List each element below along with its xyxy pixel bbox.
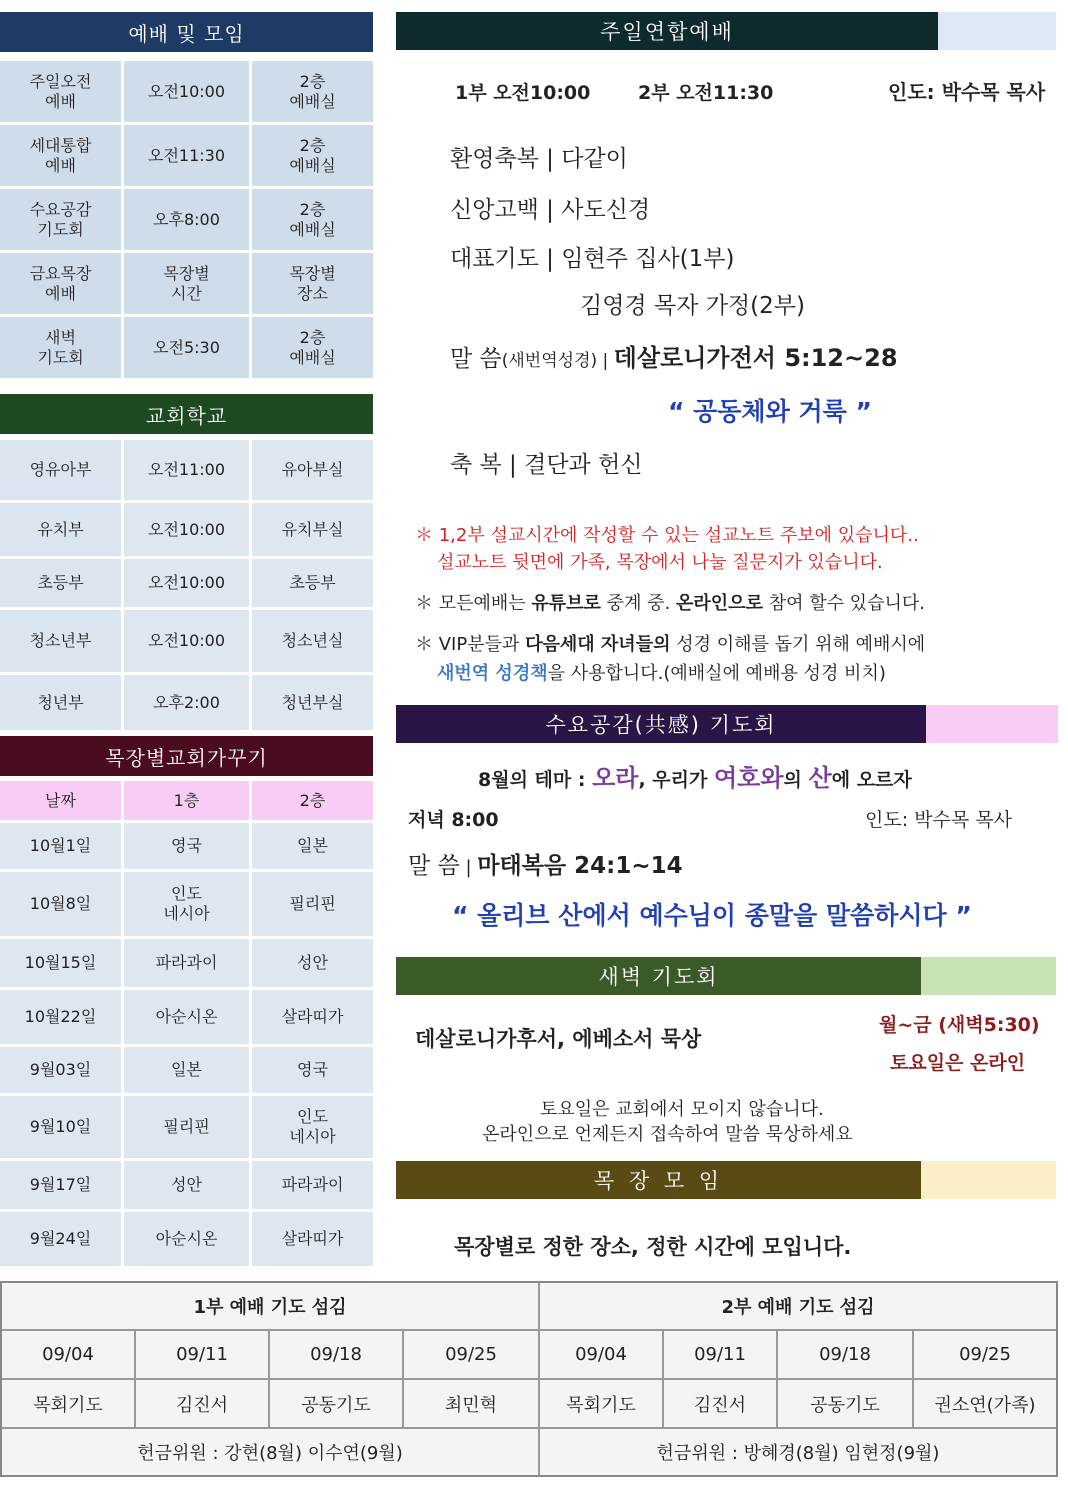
school-cell: 오전10:00: [124, 610, 249, 672]
worship-cell: 수요공감 기도회: [0, 189, 121, 250]
mokjang-care-header: 목장별교회가꾸기: [0, 736, 373, 776]
mokjang-cell: 9월10일: [0, 1096, 121, 1158]
service2-date: 09/18: [778, 1331, 914, 1380]
service2-header: 2부 예배 기도 섬김: [540, 1283, 1056, 1331]
mokjang-cell: 파라과이: [124, 939, 249, 987]
worship-cell: 오후8:00: [124, 189, 249, 250]
worship-cell: 세대통합 예배: [0, 125, 121, 186]
worship-cell: 2층 예배실: [252, 61, 373, 122]
wednesday-header-tail: [926, 705, 1058, 743]
school-cell: 오후2:00: [124, 675, 249, 730]
dawn-saturday: 토요일은 온라인: [890, 1052, 1026, 1074]
note-vip: ＊ VIP분들과 다음세대 자녀들의 성경 이해를 돕기 위해 예배시에: [415, 634, 926, 655]
offering-committee-1: 헌금위원 : 강현(8월) 이수연(9월): [2, 1429, 540, 1475]
mokjang-cell: 9월17일: [0, 1161, 121, 1209]
mokjang-cell: 10월8일: [0, 872, 121, 936]
wednesday-time: 저녁 8:00: [408, 809, 499, 831]
service1-name: 김진서: [136, 1380, 270, 1429]
service2-date: 09/04: [540, 1331, 664, 1380]
school-cell: 오전11:00: [124, 440, 249, 500]
mokjang-cell: 10월22일: [0, 990, 121, 1044]
worship-cell: 2층 예배실: [252, 125, 373, 186]
prayer-service-table: [0, 1281, 1058, 1477]
prayer-line: 대표기도 | 임현주 집사(1부): [450, 246, 735, 272]
dawn-text: 데살로니가후서, 에베소서 묵상: [415, 1027, 702, 1051]
mokjang-header: 목 장 모 임: [396, 1161, 921, 1199]
creed-line: 신앙고백 | 사도신경: [450, 197, 651, 223]
mokjang-cell: 아순시온: [124, 990, 249, 1044]
school-cell: 영유아부: [0, 440, 121, 500]
school-cell: 청년부: [0, 675, 121, 730]
school-cell: 유치부실: [252, 503, 373, 556]
mokjang-text: 목장별로 정한 장소, 정한 시간에 모입니다.: [454, 1235, 852, 1259]
mokjang-cell: 일본: [252, 823, 373, 869]
wednesday-theme: 8월의 테마 : 오라, 우리가 여호와의 산에 오르자: [478, 764, 912, 792]
mokjang-col-header: 1층: [124, 781, 249, 820]
mokjang-cell: 9월24일: [0, 1212, 121, 1266]
mokjang-cell: 필리핀: [124, 1096, 249, 1158]
worship-cell: 오전5:30: [124, 317, 249, 378]
school-cell: 초등부: [0, 559, 121, 607]
mokjang-cell: 성안: [252, 939, 373, 987]
dawn-header-bar: [396, 957, 1056, 995]
word-version: (새번역성경) |: [501, 351, 614, 371]
mokjang-cell: 영국: [252, 1047, 373, 1093]
mokjang-cell: 성안: [124, 1161, 249, 1209]
mokjang-cell: 일본: [124, 1047, 249, 1093]
service1-name: 공동기도: [270, 1380, 404, 1429]
school-header: 교회학교: [0, 394, 373, 434]
welcome-line: 환영축복 | 다같이: [450, 146, 628, 172]
service1-header: 1부 예배 기도 섬김: [2, 1283, 540, 1331]
wednesday-title: “ 올리브 산에서 예수님이 종말을 말씀하시다 ”: [452, 901, 972, 930]
worship-cell: 오전10:00: [124, 61, 249, 122]
service2-date: 09/11: [664, 1331, 778, 1380]
offering-committee-2: 헌금위원 : 방혜경(8월) 임현정(9월): [540, 1429, 1056, 1475]
service2-name: 권소연(가족): [914, 1380, 1056, 1429]
prayer-line-2: 김영경 목자 가정(2부): [580, 293, 805, 319]
service1-name: 목회기도: [2, 1380, 136, 1429]
worship-cell: 금요목장 예배: [0, 253, 121, 314]
dawn-note2: 온라인으로 언제든지 접속하여 말씀 묵상하세요: [482, 1124, 853, 1145]
service1-name: 최민혁: [404, 1380, 540, 1429]
dawn-header-tail: [921, 957, 1056, 995]
school-cell: 오전10:00: [124, 559, 249, 607]
service2-name: 목회기도: [540, 1380, 664, 1429]
mokjang-cell: 살라띠가: [252, 990, 373, 1044]
mokjang-cell: 10월1일: [0, 823, 121, 869]
dawn-time: 월~금 (새벽5:30): [879, 1014, 1040, 1036]
school-cell: 청소년부: [0, 610, 121, 672]
mokjang-col-header: 날짜: [0, 781, 121, 820]
mokjang-cell: 인도 네시아: [252, 1096, 373, 1158]
mokjang-header-tail: [921, 1161, 1056, 1199]
wednesday-header: 수요공감(共感) 기도회: [396, 705, 926, 743]
worship-cell: 2층 예배실: [252, 317, 373, 378]
dawn-header: 새벽 기도회: [396, 957, 921, 995]
service1-date: 09/25: [404, 1331, 540, 1380]
service2-name: 공동기도: [778, 1380, 914, 1429]
mokjang-cell: 10월15일: [0, 939, 121, 987]
word-line: [450, 338, 898, 373]
mokjang-cell: 인도 네시아: [124, 872, 249, 936]
sunday-leader: 인도: 박수목 목사: [888, 80, 1046, 104]
note-bible: 새번역 성경책을 사용합니다.(예배실에 예배용 성경 비치): [437, 663, 886, 684]
word-label: 말 씀: [450, 346, 502, 372]
sermon-title: “ 공동체와 거룩 ”: [668, 397, 872, 426]
note-youtube: ＊ 모든예배는 유튜브로 중계 중. 온라인으로 참여 할수 있습니다.: [415, 593, 925, 614]
school-cell: 유치부: [0, 503, 121, 556]
school-cell: 오전10:00: [124, 503, 249, 556]
blessing-label: 축 복: [450, 452, 502, 478]
blessing-line: [450, 446, 643, 479]
school-cell: 청소년실: [252, 610, 373, 672]
note-question-sheet: 설교노트 뒷면에 가족, 목장에서 나눌 질문지가 있습니다.: [437, 552, 883, 573]
worship-header: 예배 및 모임: [0, 12, 373, 52]
worship-cell: 목장별 시간: [124, 253, 249, 314]
mokjang-cell: 아순시온: [124, 1212, 249, 1266]
school-cell: 청년부실: [252, 675, 373, 730]
wednesday-leader: 인도: 박수목 목사: [865, 809, 1012, 831]
mokjang-header-bar: [396, 1161, 1056, 1199]
wednesday-header-bar: [396, 705, 1058, 743]
worship-cell: 2층 예배실: [252, 189, 373, 250]
word-reference: 데살로니가전서 5:12~28: [613, 344, 898, 372]
service1-date: 09/04: [2, 1331, 136, 1380]
note-sermon-notes: ＊ 1,2부 설교시간에 작성할 수 있는 설교노트 주보에 있습니다..: [415, 525, 919, 546]
worship-cell: 주일오전 예배: [0, 61, 121, 122]
school-cell: 유아부실: [252, 440, 373, 500]
service2-name: 김진서: [664, 1380, 778, 1429]
mokjang-cell: 9월03일: [0, 1047, 121, 1093]
mokjang-col-header: 2층: [252, 781, 373, 820]
wednesday-word: 말 씀 | 마태복음 24:1~14: [408, 853, 683, 879]
sunday-time1: 1부 오전10:00: [455, 82, 591, 104]
mokjang-cell: 영국: [124, 823, 249, 869]
sunday-header: 주일연합예배: [396, 12, 938, 50]
service1-date: 09/11: [136, 1331, 270, 1380]
service2-date: 09/25: [914, 1331, 1056, 1380]
sunday-header-tail: [938, 12, 1056, 50]
blessing-text: | 결단과 헌신: [501, 452, 643, 478]
dawn-note1: 토요일은 교회에서 모이지 않습니다.: [540, 1099, 824, 1120]
school-cell: 초등부: [252, 559, 373, 607]
service1-date: 09/18: [270, 1331, 404, 1380]
mokjang-cell: 살라띠가: [252, 1212, 373, 1266]
sunday-time2: 2부 오전11:30: [638, 82, 774, 104]
worship-cell: 목장별 장소: [252, 253, 373, 314]
mokjang-cell: 파라과이: [252, 1161, 373, 1209]
mokjang-cell: 필리핀: [252, 872, 373, 936]
worship-cell: 오전11:30: [124, 125, 249, 186]
worship-cell: 새벽 기도회: [0, 317, 121, 378]
sunday-header-bar: [396, 12, 1056, 50]
